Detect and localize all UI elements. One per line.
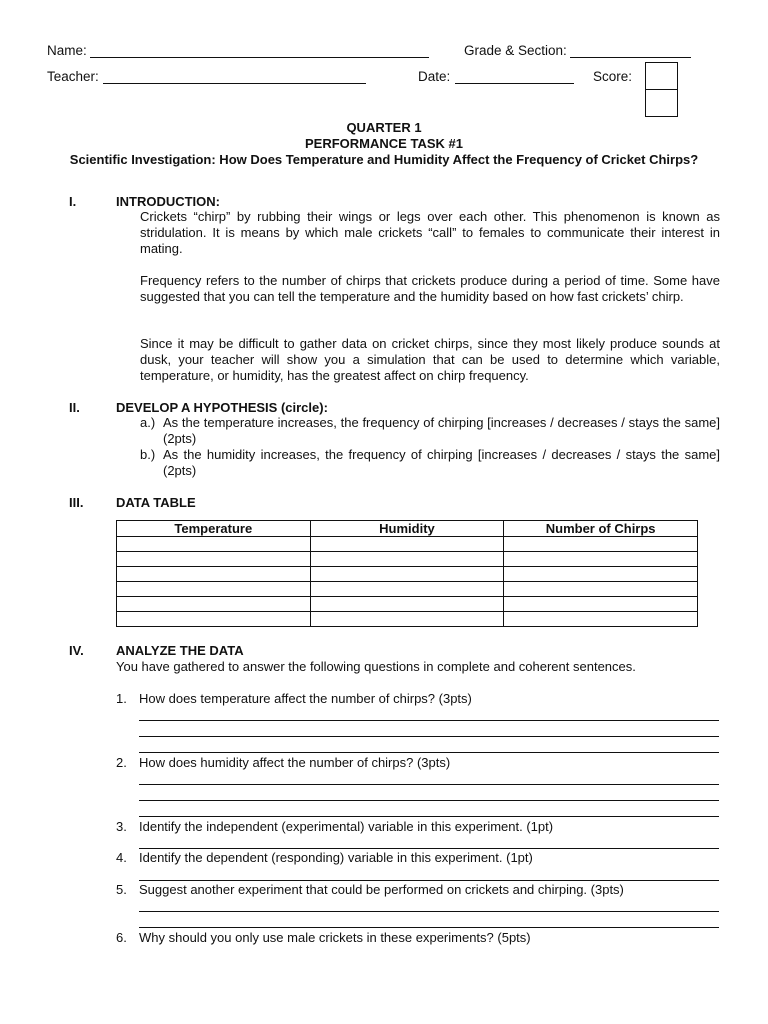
table-cell[interactable] <box>504 597 698 612</box>
question-number: 6. <box>116 930 127 945</box>
answer-line[interactable] <box>139 911 719 912</box>
grade-section-label: Grade & Section: <box>464 43 567 58</box>
question-number: 2. <box>116 755 127 770</box>
table-cell[interactable] <box>310 582 504 597</box>
hypothesis-heading: DEVELOP A HYPOTHESIS (circle): <box>116 400 328 415</box>
table-row <box>117 582 698 597</box>
analyze-heading: ANALYZE THE DATA <box>116 643 244 658</box>
table-cell[interactable] <box>117 612 311 627</box>
column-header: Temperature <box>117 521 311 537</box>
answer-line[interactable] <box>139 752 719 753</box>
answer-line[interactable] <box>139 800 719 801</box>
data-table-heading: DATA TABLE <box>116 495 196 510</box>
table-cell[interactable] <box>117 552 311 567</box>
grade-section-field[interactable] <box>570 57 691 58</box>
hypothesis-label: b.) <box>140 447 156 462</box>
hypothesis-text: As the humidity increases, the frequency of chirping [increases / decreases / stays the same] (2pts) <box>163 447 720 478</box>
intro-paragraph: Frequency refers to the number of chirps that crickets produce during a period of time. Some have suggested that you can tell the temperature and the humidity based on how fast crickets’ chirp. <box>140 273 720 304</box>
section-numeral: IV. <box>69 643 84 658</box>
data-table <box>116 520 698 627</box>
intro-paragraph: Since it may be difficult to gather data on cricket chirps, since they most likely produce sounds at dusk, your teacher will show you a simulation that can be used to determine which variable, temperature, or humidity, has the greatest affect on chirp frequency. <box>140 336 720 383</box>
answer-line[interactable] <box>139 848 719 849</box>
column-header: Number of Chirps <box>504 521 698 537</box>
question-text: How does humidity affect the number of chirps? (3pts) <box>139 755 451 770</box>
table-row <box>117 552 698 567</box>
question-text: Identify the dependent (responding) variable in this experiment. (1pt) <box>139 850 533 865</box>
answer-line[interactable] <box>139 784 719 785</box>
table-row <box>117 537 698 552</box>
question-number: 1. <box>116 691 127 706</box>
table-cell[interactable] <box>504 582 698 597</box>
table-cell[interactable] <box>310 597 504 612</box>
table-cell[interactable] <box>117 582 311 597</box>
question-number: 4. <box>116 850 127 865</box>
table-cell[interactable] <box>117 597 311 612</box>
section-numeral: III. <box>69 495 84 510</box>
score-box[interactable] <box>645 62 678 117</box>
analyze-intro: You have gathered to answer the following questions in complete and coherent sentences. <box>116 659 636 674</box>
name-field[interactable] <box>90 57 429 58</box>
table-cell[interactable] <box>310 552 504 567</box>
question-text: How does temperature affect the number of chirps? (3pts) <box>139 691 472 706</box>
table-cell[interactable] <box>504 612 698 627</box>
quarter-title: QUARTER 1 <box>346 120 422 135</box>
task-title: PERFORMANCE TASK #1 <box>305 136 463 151</box>
teacher-label: Teacher: <box>47 69 99 84</box>
table-cell[interactable] <box>504 552 698 567</box>
intro-paragraph: Crickets “chirp” by rubbing their wings or legs over each other. This phenomenon is known as stridulation. It is means by which male crickets “call” to females to communicate their interest in mating. <box>140 209 720 256</box>
name-label: Name: <box>47 43 87 58</box>
question-text: Suggest another experiment that could be performed on crickets and chirping. (3pts) <box>139 882 624 897</box>
section-numeral: II. <box>69 400 80 415</box>
date-field[interactable] <box>455 83 574 84</box>
answer-line[interactable] <box>139 816 719 817</box>
table-cell[interactable] <box>310 612 504 627</box>
question-text: Why should you only use male crickets in these experiments? (5pts) <box>139 930 531 945</box>
question-number: 3. <box>116 819 127 834</box>
table-cell[interactable] <box>310 567 504 582</box>
table-cell[interactable] <box>310 537 504 552</box>
table-row <box>117 567 698 582</box>
question-number: 5. <box>116 882 127 897</box>
table-row <box>117 597 698 612</box>
table-cell[interactable] <box>117 537 311 552</box>
date-label: Date: <box>418 69 451 84</box>
table-cell[interactable] <box>504 567 698 582</box>
table-cell[interactable] <box>117 567 311 582</box>
column-header: Humidity <box>310 521 504 537</box>
section-numeral: I. <box>69 194 77 209</box>
answer-line[interactable] <box>139 720 719 721</box>
question-text: Identify the independent (experimental) variable in this experiment. (1pt) <box>139 819 554 834</box>
answer-line[interactable] <box>139 880 719 881</box>
score-label: Score: <box>593 69 633 84</box>
table-row <box>117 612 698 627</box>
hypothesis-label: a.) <box>140 415 156 430</box>
answer-line[interactable] <box>139 927 719 928</box>
answer-line[interactable] <box>139 736 719 737</box>
hypothesis-text: As the temperature increases, the frequency of chirping [increases / decreases / stays the same] (2pts) <box>163 415 720 446</box>
investigation-subtitle: Scientific Investigation: How Does Temperature and Humidity Affect the Frequency of Cricket Chirps? <box>69 152 699 167</box>
table-cell[interactable] <box>504 537 698 552</box>
intro-heading: INTRODUCTION: <box>116 194 220 209</box>
teacher-field[interactable] <box>103 83 366 84</box>
